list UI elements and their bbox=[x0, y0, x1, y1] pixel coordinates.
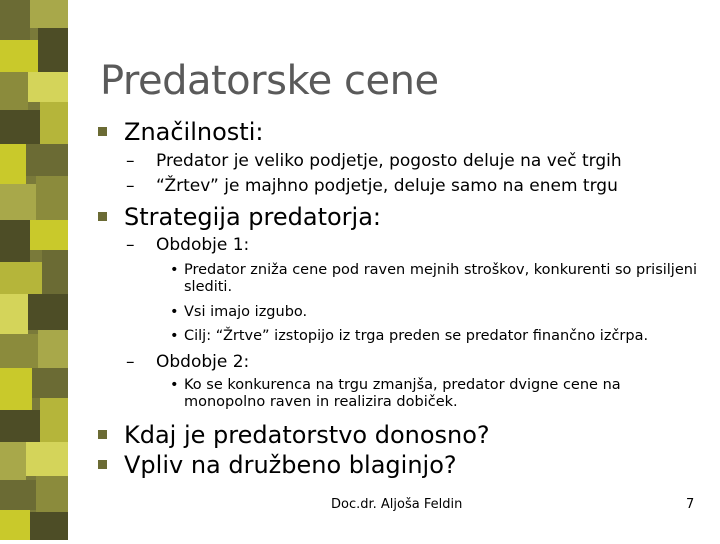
slide-title: Predatorske cene bbox=[100, 58, 439, 104]
bullet-text: Strategija predatorja: bbox=[124, 203, 382, 231]
bullet-text: Kdaj je predatorstvo donosno? bbox=[124, 421, 490, 449]
dash-marker: – bbox=[126, 176, 135, 196]
sub-bullet-text: Obdobje 1: bbox=[156, 235, 250, 255]
decorative-side-strip bbox=[0, 0, 68, 540]
sub-bullet-text: Predator je veliko podjetje, pogosto deluje na več trgih bbox=[156, 151, 622, 171]
square-bullet-icon bbox=[98, 460, 107, 469]
square-bullet-icon bbox=[98, 212, 107, 221]
page-number: 7 bbox=[686, 497, 695, 512]
sub-sub-bullet-text: Vsi imajo izgubo. bbox=[184, 304, 308, 320]
square-bullet-icon bbox=[98, 430, 107, 439]
square-bullet-icon bbox=[98, 127, 107, 136]
footer-author: Doc.dr. Aljoša Feldin bbox=[331, 497, 463, 512]
dash-marker: – bbox=[126, 352, 135, 372]
dot-marker: • bbox=[170, 262, 179, 278]
sub-sub-bullet-text: Cilj: “Žrtve” izstopijo iz trga preden se predator finančno izčrpa. bbox=[184, 328, 649, 344]
sub-bullet-text: “Žrtev” je majhno podjetje, deluje samo na enem trgu bbox=[156, 176, 618, 196]
bullet-text: Značilnosti: bbox=[124, 118, 264, 146]
bullet-text: Vpliv na družbeno blaginjo? bbox=[124, 451, 457, 479]
sub-bullet-text: Obdobje 2: bbox=[156, 352, 250, 372]
dot-marker: • bbox=[170, 328, 179, 344]
dash-marker: – bbox=[126, 151, 135, 171]
dot-marker: • bbox=[170, 304, 179, 320]
sub-sub-bullet-text: Predator zniža cene pod raven mejnih stroškov, konkurenti so prisiljeni slediti. bbox=[184, 262, 697, 295]
strip-pattern bbox=[0, 0, 68, 540]
dot-marker: • bbox=[170, 377, 179, 393]
dash-marker: – bbox=[126, 235, 135, 255]
sub-sub-bullet-text: Ko se konkurenca na trgu zmanjša, predator dvigne cene na monopolno raven in realizira dobiček. bbox=[184, 377, 621, 410]
